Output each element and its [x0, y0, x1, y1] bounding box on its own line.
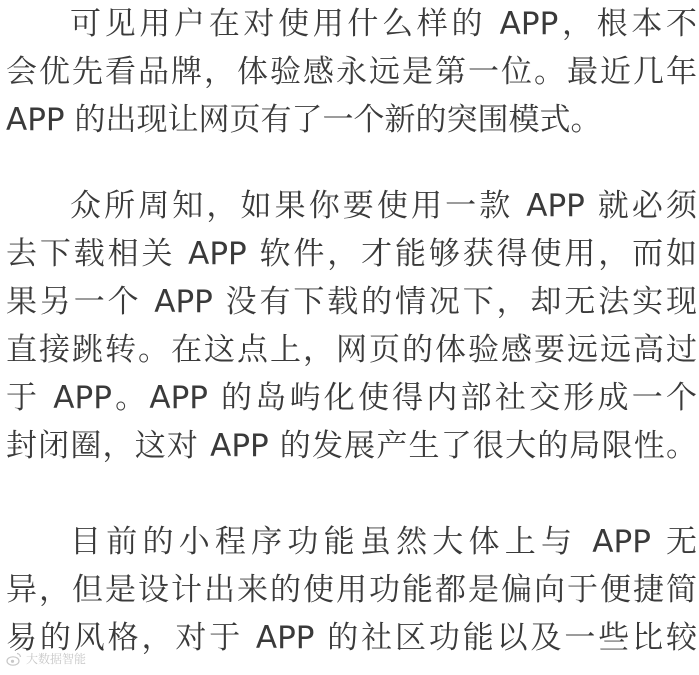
- text-line: 目前的小程序功能虽然大体上与 APP 无: [70, 524, 697, 560]
- text-line: 会优先看品牌，体验感永远是第一位。最近几年: [6, 54, 697, 90]
- text-line: 异，但是设计出来的使用功能都是偏向于便捷简: [6, 572, 697, 608]
- paragraph-3: [0, 518, 699, 662]
- text-line: 可见用户在对使用什么样的 APP，根本不: [70, 6, 697, 42]
- weibo-icon: [6, 651, 22, 667]
- text-line: 果另一个 APP 没有下载的情况下，却无法实现: [6, 284, 697, 320]
- text-line: 于 APP。APP 的岛屿化使得内部社交形成一个: [6, 380, 697, 416]
- text-line: 去下载相关 APP 软件，才能够获得使用，而如: [6, 236, 697, 272]
- text-line: 众所周知，如果你要使用一款 APP 就必须: [70, 188, 697, 224]
- paragraph-2: [0, 182, 699, 470]
- paragraph-1: [0, 0, 699, 144]
- text-line: APP 的出现让网页有了一个新的突围模式。: [6, 102, 602, 138]
- text-line: 易的风格，对于 APP 的社区功能以及一些比较: [6, 620, 697, 656]
- watermark-text: 大数据智能: [26, 652, 87, 666]
- watermark: [6, 650, 86, 667]
- text-line: 直接跳转。在这点上，网页的体验感要远远高过: [6, 332, 697, 368]
- text-line: 封闭圈，这对 APP 的发展产生了很大的局限性。: [6, 428, 697, 464]
